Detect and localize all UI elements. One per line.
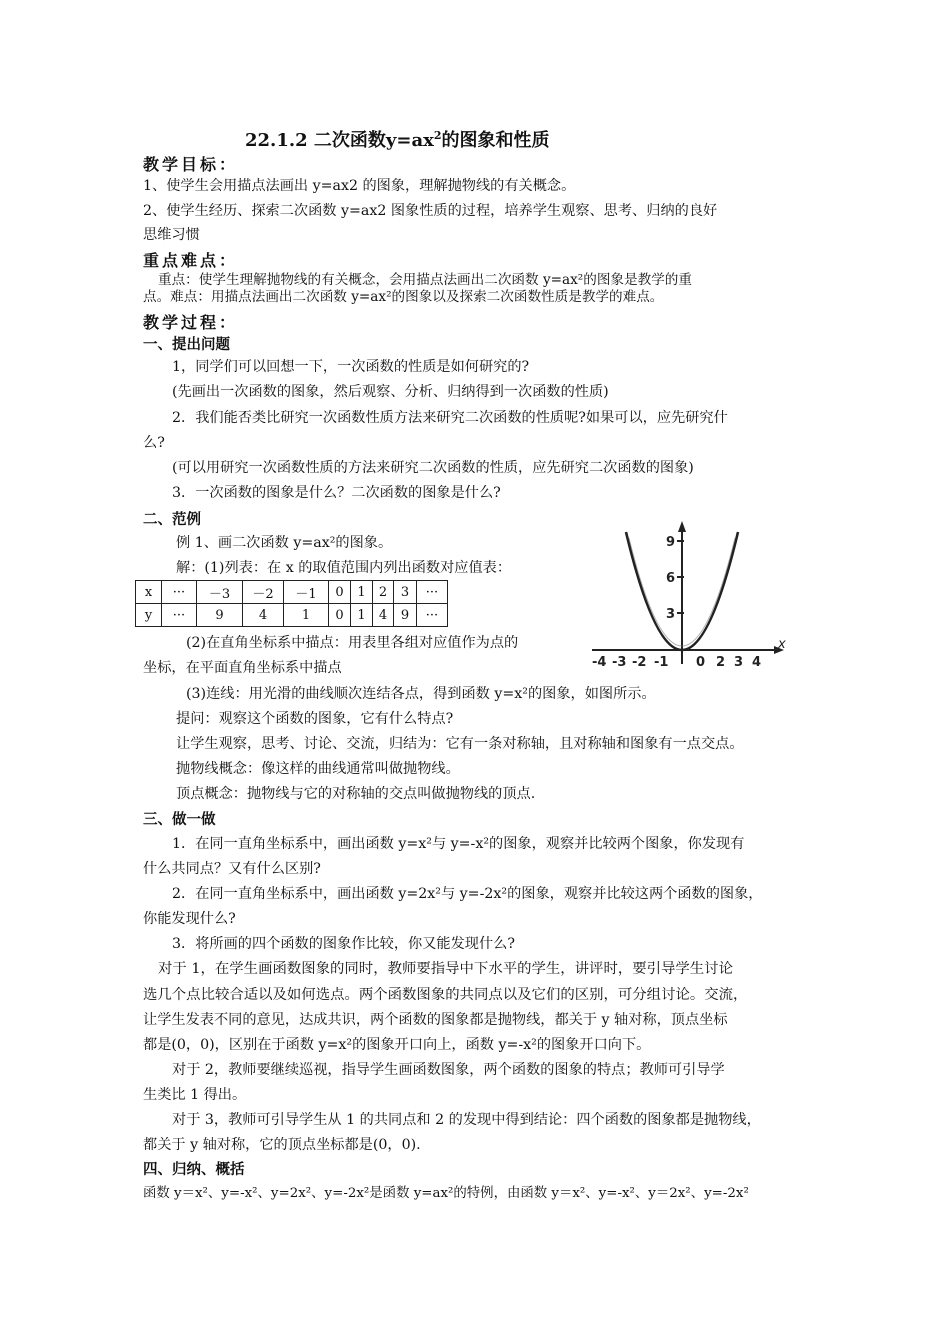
table-cell: ··· xyxy=(162,581,197,604)
step2-line: (2)在直角坐标系中描点：用表里各组对应值作为点的 xyxy=(186,635,519,651)
keypoint-line: 点。难点：用描点法画出二次函数 y=ax²的图象以及探索二次函数性质是教学的难点。 xyxy=(143,289,664,305)
table-cell-y-label: y xyxy=(136,604,162,627)
section3-line: 2．在同一直角坐标系中，画出函数 y=2x²与 y=-2x²的图象，观察并比较这两个函数的图象， xyxy=(172,886,763,902)
table-row xyxy=(136,604,448,627)
title-prefix: 22.1.2 二次函数y=ax xyxy=(245,130,434,151)
y-tick-label: 3 xyxy=(666,607,676,622)
section1-line: 3．一次函数的图象是什么？二次函数的图象是什么? xyxy=(172,485,501,501)
objective-line: 2、使学生经历、探索二次函数 y=ax2 图象性质的过程，培养学生观察、思考、归纳的良好 xyxy=(143,203,718,219)
table-cell: ··· xyxy=(417,604,448,627)
section4-heading: 四、归纳、概括 xyxy=(143,1162,245,1178)
section3-line: 1．在同一直角坐标系中，画出函数 y=x²与 y=-x²的图象，观察并比较两个图象，你发现有 xyxy=(172,836,745,852)
section2-line: 顶点概念：抛物线与它的对称轴的交点叫做抛物线的顶点. xyxy=(176,786,536,802)
section1-line: (可以用研究一次函数性质的方法来研究二次函数的性质，应先研究二次函数的图象) xyxy=(172,460,694,476)
table-cell: －1 xyxy=(284,581,329,604)
table-cell: 9 xyxy=(394,604,417,627)
table-cell: 4 xyxy=(243,604,284,627)
table-cell: 3 xyxy=(394,581,417,604)
table-cell: 9 xyxy=(197,604,243,627)
table-cell: 1 xyxy=(284,604,329,627)
table-cell: 0 xyxy=(329,581,351,604)
section1-line: 2．我们能否类比研究一次函数性质方法来研究二次函数的性质呢?如果可以，应先研究什 xyxy=(172,410,728,426)
section3-line: 选几个点比较合适以及如何选点。两个函数图象的共同点以及它们的区别，可分组讨论。交流， xyxy=(143,987,748,1003)
x-tick-label: 4 xyxy=(752,655,762,670)
table-cell: －3 xyxy=(197,581,243,604)
keypoint-line: 重点：使学生理解抛物线的有关概念，会用描点法画出二次函数 y=ax²的图象是教学的重 xyxy=(158,272,692,288)
parabola-graph xyxy=(588,518,793,670)
x-tick-label: 3 xyxy=(734,655,744,670)
section3-line: 对于 2，教师要继续巡视，指导学生画函数图象，两个函数的图象的特点；教师可引导学 xyxy=(172,1062,725,1078)
table-cell: 0 xyxy=(329,604,351,627)
table-cell: 4 xyxy=(373,604,394,627)
section1-heading: 一、提出问题 xyxy=(143,337,230,353)
table-cell: 1 xyxy=(351,581,373,604)
x-tick-label: -4 xyxy=(592,655,607,670)
y-axis-arrow xyxy=(678,521,686,532)
table-cell-x-label: x xyxy=(136,581,162,604)
y-tick-label: 6 xyxy=(666,571,676,586)
table-cell: －2 xyxy=(243,581,284,604)
x-tick-label: -1 xyxy=(654,655,669,670)
y-tick-label: 9 xyxy=(666,535,676,550)
section1-line: 1，同学们可以回想一下，一次函数的性质是如何研究的? xyxy=(172,359,530,375)
section1-line: 么? xyxy=(143,435,165,451)
process-heading: 教学过程： xyxy=(143,313,239,332)
objective-line: 1、使学生会用描点法画出 y=ax2 的图象，理解抛物线的有关概念。 xyxy=(143,178,576,194)
section3-line: 你能发现什么? xyxy=(143,911,236,927)
section3-line: 对于 1，在学生画函数图象的同时，教师要指导中下水平的学生，讲评时，要引导学生讨论 xyxy=(158,961,733,977)
section2-line: 抛物线概念：像这样的曲线通常叫做抛物线。 xyxy=(176,761,460,777)
section3-line: 什么共同点？又有什么区别? xyxy=(143,861,321,877)
section3-heading: 三、做一做 xyxy=(143,812,216,828)
section2-heading: 二、范例 xyxy=(143,512,201,528)
x-tick-label: 0 xyxy=(696,655,706,670)
table-cell: ··· xyxy=(417,581,448,604)
section3-line: 对于 3，教师可引导学生从 1 的共同点和 2 的发现中得到结论：四个函数的图象都是抛物线， xyxy=(172,1112,761,1128)
objectives-heading: 教学目标： xyxy=(143,155,239,174)
keypoints-heading: 重点难点： xyxy=(143,251,239,270)
title-superscript: 2 xyxy=(433,129,442,142)
value-table xyxy=(135,580,448,627)
section2-line: 让学生观察，思考、讨论、交流，归结为：它有一条对称轴，且对称轴和图象有一点交点。 xyxy=(176,736,744,752)
table-cell: 2 xyxy=(373,581,394,604)
step2-line: 坐标，在平面直角坐标系中描点 xyxy=(143,660,342,676)
x-tick-label: 2 xyxy=(716,655,726,670)
section3-line: 让学生发表不同的意见，达成共识，两个函数的图象都是抛物线，都关于 y 轴对称，顶点坐标 xyxy=(143,1012,728,1028)
x-axis-label: x xyxy=(778,637,786,652)
objective-line: 思维习惯 xyxy=(143,227,200,243)
section3-line: 都关于 y 轴对称，它的顶点坐标都是(0，0). xyxy=(143,1137,421,1153)
x-tick-label: -2 xyxy=(632,655,647,670)
x-tick-label: -3 xyxy=(612,655,627,670)
title-suffix: 的图象和性质 xyxy=(441,130,550,151)
table-cell: 1 xyxy=(351,604,373,627)
solution-line: 解：(1)列表：在 x 的取值范围内列出函数对应值表： xyxy=(176,560,512,576)
table-row xyxy=(136,581,448,604)
section2-line: 提问：观察这个函数的图象，它有什么特点? xyxy=(176,711,454,727)
section1-line: (先画出一次函数的图象，然后观察、分析、归纳得到一次函数的性质) xyxy=(172,384,609,400)
section3-line: 3．将所画的四个函数的图象作比较，你又能发现什么? xyxy=(172,936,515,952)
table-cell: ··· xyxy=(162,604,197,627)
section4-line: 函数 y＝x²、y=-x²、y=2x²、y=-2x²是函数 y=ax²的特例，由函数 y＝x²、y=-x²、y＝2x²、y=-2x² xyxy=(143,1186,749,1201)
page-title xyxy=(245,126,550,152)
section3-line: 都是(0，0)，区别在于函数 y=x²的图象开口向上，函数 y=-x²的图象开口向下。 xyxy=(143,1037,651,1053)
step3-line: (3)连线：用光滑的曲线顺次连结各点，得到函数 y=x²的图象，如图所示。 xyxy=(186,686,656,702)
example-line: 例 1、画二次函数 y=ax²的图象。 xyxy=(176,535,393,551)
section3-line: 生类比 1 得出。 xyxy=(143,1087,247,1103)
